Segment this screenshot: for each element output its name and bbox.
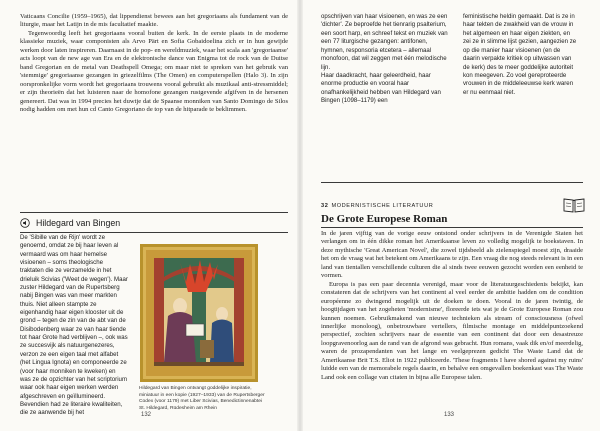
section-number: 32 xyxy=(321,203,329,209)
paragraph: Vaticaans Concilie (1959–1965), dat lippendienst bewees aan het gregoriaans als fundament van de liturgie, maar het Latijn in de mis facultatief maakte. xyxy=(20,13,288,29)
sidebar-box-text xyxy=(20,234,128,418)
left-main-text xyxy=(20,13,288,114)
right-page xyxy=(303,0,600,431)
divider xyxy=(20,212,288,213)
sidebar-box-header xyxy=(20,216,288,230)
sound-icon xyxy=(20,218,30,228)
sidebar-paragraph: De 'Sibille van de Rijn' wordt ze genoemd, omdat ze bij haar leven al vermaard was om haar hemelse visioenen – soms theologische traktaten die ze verzamelde in het drieluik Scivias ('Weet de wegen'). Maar zuster Hildegard van de Rupertsberg nabij Bingen was van meer markten thuis. Niet alleen stampte ze eigenhandig haar eigen klooster uit de grond – tegen de zin van de abt van de Disibodenberg waar ze van haar tiende tot haar Grote had verblijven –, ook was ze succesvijk als natuurgenezeres, verzon ze een eigen taal met alfabet (het Lingua Ignota) en componeerde ze (voor haar monniken te kweken) en was ze de opzichter van het scriptorium waar ook haar eigen werken werden afgeschreven en geïllumineerd. Bevendien had ze literaire kwaliteiten, die ze aanwende bij het xyxy=(20,234,128,417)
section-title: De Grote Europese Roman xyxy=(321,213,448,225)
left-page xyxy=(0,0,297,431)
figure-caption: Hildegard van Bingen ontvangt goddelijke inspiratie, miniatuur in een kopie (1927–1933) van de Rupertsberger Codex (voor 1179) met Liber Scivias, Benedictinnenabtei St. Hildegard, Rüdesheim am Rhein xyxy=(139,386,265,411)
page-number: 133 xyxy=(444,412,455,418)
book-icon xyxy=(562,196,586,214)
right-main-text xyxy=(321,230,583,382)
sidebar-continued-col2: feministische heldin gemaakt. Dat is ze in haar tekten de zwakheid van de vrouw in het algemeen en haar eigen ziekten, en zei ze in slimme lijst gezien, aangezien ze op die manier haar visioenen (en de daarin verpakte kritiek op uitwassen van de kerk) des te meer goddelijke autoriteit kon meegeven. Zo voel gereproteerde vrouwen in de middeleeuwse kerk waren er nu eenmaal niet. xyxy=(463,13,577,96)
sidebar-continued-col1: opschrijven van haar visioenen, en was ze een 'dichter'. Ze beproefde het tienrarig psalterium, een soort harp, en schreef tekst en muziek van een 77 liturgische gezangen: antifonen, hymnen, responsoria etcetera – allemaal monofoon, dat wil zeggen met één melodische lijn. Haar daadkracht, haar geleerdheid, haar enorme productie en vooral haar onafhankelijkheid hebben van Hildegard van Bingen (1098–1179) een xyxy=(321,13,448,105)
section-label xyxy=(321,203,433,209)
page-number: 132 xyxy=(141,412,152,418)
section-category: MODERNISTISCHE LITERATUUR xyxy=(331,203,434,209)
divider xyxy=(20,232,288,233)
divider xyxy=(321,182,583,183)
manuscript-illumination xyxy=(140,244,258,382)
paragraph: In de jaren vijftig van de vorige eeuw ontstond onder schrijvers in de Verenigde Staten het verlangen om in één dikke roman het Amerikaanse leven zo volledig mogelijk te boekstaven. In deze mythische 'Great American Novel', die zowel tijdsbeeld als zielenspiegel moest zijn, draaide het om de vraag wat het betekent om Amerikaans te zijn. Een vraag die nog steeds relevant is in een land van tientallen verschillende culturen die al sinds twee eeuwen gezocht worden een eenheid te vormen. xyxy=(321,230,583,280)
divider xyxy=(321,227,583,228)
paragraph: Europa is pas een paar decennia verenigd, maar voor de literatuurgeschiedenis bekijkt, kan constateren dat de schrijvers van het continent al veel eerder de ambitie hadden om de condition européenne zo dwingend mogelijk uit de doeken te doen. Vooral in de jaren twintig, de hoogtijdagen van het zogeheten 'modernisme', floreerde iets wat je de Grote Europese Roman zou kunnen noemen. Gebruikmakend van nieuwe technieken als stream of consciousness (ofwel innerlijke monoloog), onbetrouwbare vertellers, filmische montage en middelpuntzoekend perspectief, zochten schrijvers naar de essentie van een continent dat door een desastreuze loopgravenoorlog aan de rand van de afgrond was gebracht. Hun romans, vaak dik en/of meerdelig, waren de prozapendanten van het lange en veelgeprezen gedicht The Waste Land dat de Amerikaanse Brit T.S. Eliot in 1922 publiceerde. 'These fragments I have shored against my ruins' luidde een van de memorabele regels daarin, en behalve een omgevallen boekenkast was The Waste Land ook een collage van citaten in bijna alle Europese talen. xyxy=(321,280,583,381)
sidebar-box-title: Hildegard van Bingen xyxy=(36,218,121,228)
paragraph: Tegenwoordig leeft het gregoriaans vooral buiten de kerk. In de eerste plaats in de moderne klassieke muziek, waar componisten als Arvo Pärt en Sofia Gobaidoelina zich er in hun gewijde werken door laten inspireren. Daarnaast in de pop- en wereldmuziek, waar het scala aan 'gregoriaanse' acts loopt van de new age van Era en de elektronische dance van Enigma tot de rock van de Duitse band Gregorian en de metal van Deathspell Omega; om maar niet te spreken van het gebruik van 'stemmige' gregoriaanse gezangen in griezelfilms (The Omen) en computerspellen (Halo 3). In zijn oorspronkelijke vorm wordt het gregoriaans trouwens vooral gebruikt als muzikaal anti-stressmiddel; er zijn theorieën dat het luisteren naar de homofone gezangen rustgevende afgifven in de hersenen genereert. Dat was in 1994 precies het duwtje dat de Spaanse monniken van Santo Domingo de Silos nodig hadden om met hun cd Canto Gregoriano de top van de hitparade te beklimmen. xyxy=(20,29,288,113)
